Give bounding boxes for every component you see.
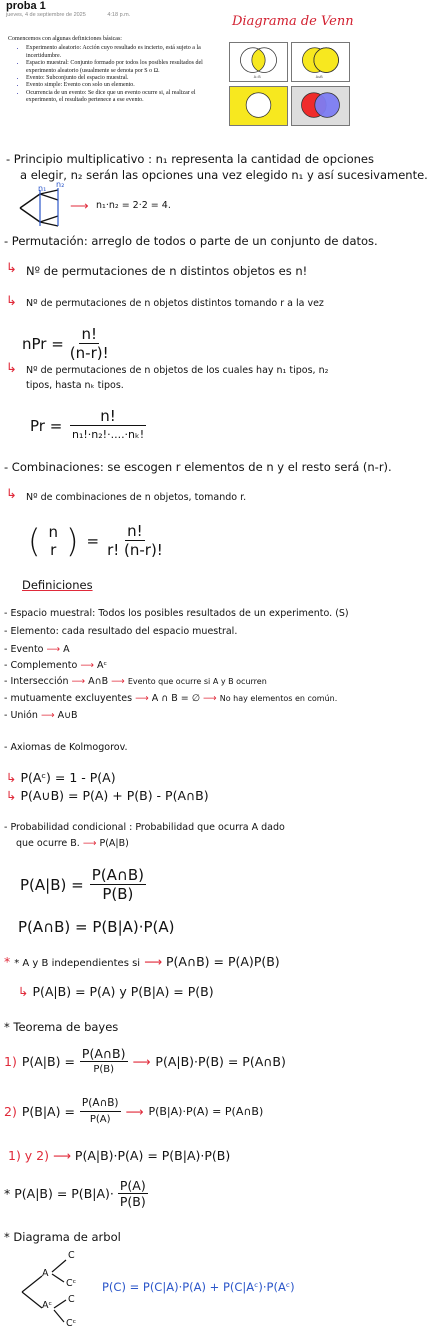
intro-lead: Comencemos con algunas definiciones básicas: xyxy=(8,36,122,42)
mult-equation: n₁·n₂ = 2·2 = 4. xyxy=(96,200,171,211)
list-item: • Experimento aleatorio: Acción cuyo resultado es incierto, está sujeto a la incertidumbre. xyxy=(26,45,223,60)
npr-den: (n-r)! xyxy=(69,344,109,362)
binomial-formula: ( n r ) = $\frac{n!}{r! (n-r)!}$ xyxy=(28,521,163,560)
conditional-formula: P(A|B) = $\frac{P(A\cap B)}{P(B)}$ xyxy=(20,866,144,903)
list-item: • Ocurrencia de un evento: Se dice que un evento ocurre si, al realizar el experimento, el resultado pertenece a ese evento. xyxy=(26,90,223,105)
def-sample-space: - Espacio muestral: Todos los posibles resultados de un experimento. (S) xyxy=(4,608,349,619)
tree-title: * Diagrama de arbol xyxy=(4,1230,121,1244)
page-date: jueves, 4 de septiembre de 2025 xyxy=(6,12,86,18)
conditional-line2: que ocurre B. ⟶ P(A|B) xyxy=(16,838,129,849)
venn-complement xyxy=(229,86,288,126)
arrow-icon: ⟶ xyxy=(40,710,55,721)
hook-arrow-icon: ↳ xyxy=(6,770,17,785)
probability-tree-diagram xyxy=(18,1250,88,1330)
page-meta xyxy=(6,12,150,18)
axiom-2: ↳ P(A∪B) = P(A) + P(B) - P(A∩B) xyxy=(6,788,209,803)
def-union: - Unión ⟶ A∪B xyxy=(4,710,78,721)
bayes-step-2: 2) P(B|A) = $\frac{P(A\cap B)}{P(A)}$ ⟶ P(B|A)·P(A) = P(A∩B) xyxy=(4,1097,264,1125)
arrow-icon: ⟶ xyxy=(53,1148,71,1163)
def-element: - Elemento: cada resultado del espacio muestral. xyxy=(4,626,238,637)
binom-num: n! xyxy=(127,522,143,540)
pr-den: n₁!·n₂!·....·nₖ! xyxy=(72,428,145,441)
list-item: • Espacio muestral: Conjunto formado por todos los posibles resultados del experimento aleatorio (usualmente se denota por S o Ω. xyxy=(26,60,223,75)
def-event: - Evento ⟶ A xyxy=(4,644,70,655)
intro-definitions xyxy=(8,36,223,105)
hook-arrow-icon: ↳ xyxy=(6,486,17,501)
tree-node-C1: C xyxy=(68,1250,75,1261)
binom-top: n xyxy=(48,522,58,541)
page-title: proba 1 xyxy=(6,0,46,12)
tree-n1-label: n₁ xyxy=(38,184,47,193)
binom-den: r! (n-r)! xyxy=(107,541,163,559)
perm-rule-1: Nº de permutaciones de n distintos objetos es n! xyxy=(26,264,308,278)
venn-union xyxy=(291,42,350,82)
arrow-icon: ⟶ xyxy=(144,954,162,969)
perm-rule-2: Nº de permutaciones de n objetos distintos tomando r a la vez xyxy=(26,298,324,309)
venn-union-label: A∪B xyxy=(315,75,323,80)
pr-formula xyxy=(30,407,146,444)
independence-consequence: ↳ P(A|B) = P(A) y P(B|A) = P(B) xyxy=(18,984,214,999)
tree-node-Cc1: Cᶜ xyxy=(66,1278,77,1289)
venn-disjoint xyxy=(291,86,350,126)
list-item: • Evento simple: Evento con solo un elemento. xyxy=(26,82,223,89)
definitions-title: Definiciones xyxy=(22,578,93,592)
permutation-heading: - Permutación: arreglo de todos o parte de un conjunto de datos. xyxy=(4,234,378,248)
comb-rule: Nº de combinaciones de n objetos, tomando r. xyxy=(26,492,247,503)
mult-principle-line2: a elegir, n₂ serán las opciones una vez elegido n₁ y así sucesivamente. xyxy=(20,168,428,182)
bayes-step-3: 1) y 2) ⟶ P(A|B)·P(A) = P(B|A)·P(B) xyxy=(8,1148,231,1163)
npr-formula xyxy=(22,325,109,362)
hook-arrow-icon: ↳ xyxy=(6,260,17,275)
bayes-theorem: * P(A|B) = P(B|A)· $\frac{P(A)}{P(B)}$ xyxy=(4,1178,146,1209)
hook-arrow-icon: ↳ xyxy=(18,984,29,999)
venn-inter-label: A∩B xyxy=(253,75,261,80)
arrow-icon: ⟶ xyxy=(132,1054,151,1069)
arrow-icon: ⟶ xyxy=(70,198,89,213)
tree-node-Cc2: Cᶜ xyxy=(66,1318,77,1329)
intro-list xyxy=(8,45,223,104)
arrow-icon: ⟶ xyxy=(135,693,149,704)
hook-arrow-icon: ↳ xyxy=(6,293,17,308)
def-mutually-exclusive: - mutuamente excluyentes ⟶ A ∩ B = ∅ ⟶ No hay elementos en común. xyxy=(4,693,338,704)
bayes-title: * Teorema de bayes xyxy=(4,1020,119,1034)
def-complement: - Complemento ⟶ Aᶜ xyxy=(4,660,108,671)
list-item: • Evento: Subconjunto del espacio muestral. xyxy=(26,75,223,82)
tree-n2-label: n₂ xyxy=(56,180,65,189)
arrow-icon: ⟶ xyxy=(125,1104,144,1119)
venn-intersection xyxy=(229,42,288,82)
arrow-icon: ⟶ xyxy=(46,644,61,655)
hook-arrow-icon: ↳ xyxy=(6,788,17,803)
mult-principle-line1: - Principio multiplicativo : n₁ representa la cantidad de opciones xyxy=(6,152,374,166)
pr-lhs: Pr = xyxy=(30,416,63,435)
binom-bottom: r xyxy=(50,540,57,559)
conditional-line1: - Probabilidad condicional : Probabilidad que ocurra A dado xyxy=(4,822,285,833)
page-time: 4:18 p.m. xyxy=(107,12,131,18)
tree-node-Ac: Aᶜ xyxy=(42,1300,53,1311)
mult-tree-diagram xyxy=(18,186,78,228)
venn-title: Diagrama de Venn xyxy=(232,14,354,29)
def-intersection: - Intersección ⟶ A∩B ⟶ Evento que ocurre si A y B ocurren xyxy=(4,676,267,687)
arrow-icon: ⟶ xyxy=(80,660,94,671)
arrow-icon: ⟶ xyxy=(203,693,217,704)
tree-node-C2: C xyxy=(68,1294,75,1305)
npr-num: n! xyxy=(81,325,97,343)
independence-line: * * A y B independientes si ⟶ P(A∩B) = P(A)P(B) xyxy=(4,954,280,969)
conditional-multiplication: P(A∩B) = P(B|A)·P(A) xyxy=(18,918,175,936)
hook-arrow-icon: ↳ xyxy=(6,360,17,375)
total-probability-formula: P(C) = P(C|A)·P(A) + P(C|Aᶜ)·P(Aᶜ) xyxy=(102,1280,295,1294)
arrow-icon: ⟶ xyxy=(82,838,97,849)
perm-rule-3a: Nº de permutaciones de n objetos de los cuales hay n₁ tipos, n₂ xyxy=(26,365,329,376)
tree-node-A: A xyxy=(42,1268,49,1279)
bayes-step-1: 1) P(A|B) = $\frac{P(A\cap B)}{P(B)}$ ⟶ P(A|B)·P(B) = P(A∩B) xyxy=(4,1046,286,1075)
axioms-heading: - Axiomas de Kolmogorov. xyxy=(4,742,128,753)
arrow-icon: ⟶ xyxy=(71,676,86,687)
arrow-icon: ⟶ xyxy=(111,676,125,687)
pr-num: n! xyxy=(70,407,146,426)
npr-lhs: nPr = xyxy=(22,334,64,353)
perm-rule-3b: tipos, hasta nₖ tipos. xyxy=(26,380,124,391)
combination-heading: - Combinaciones: se escogen r elementos de n y el resto será (n-r). xyxy=(4,460,392,474)
axiom-1: ↳ P(Aᶜ) = 1 - P(A) xyxy=(6,770,116,785)
